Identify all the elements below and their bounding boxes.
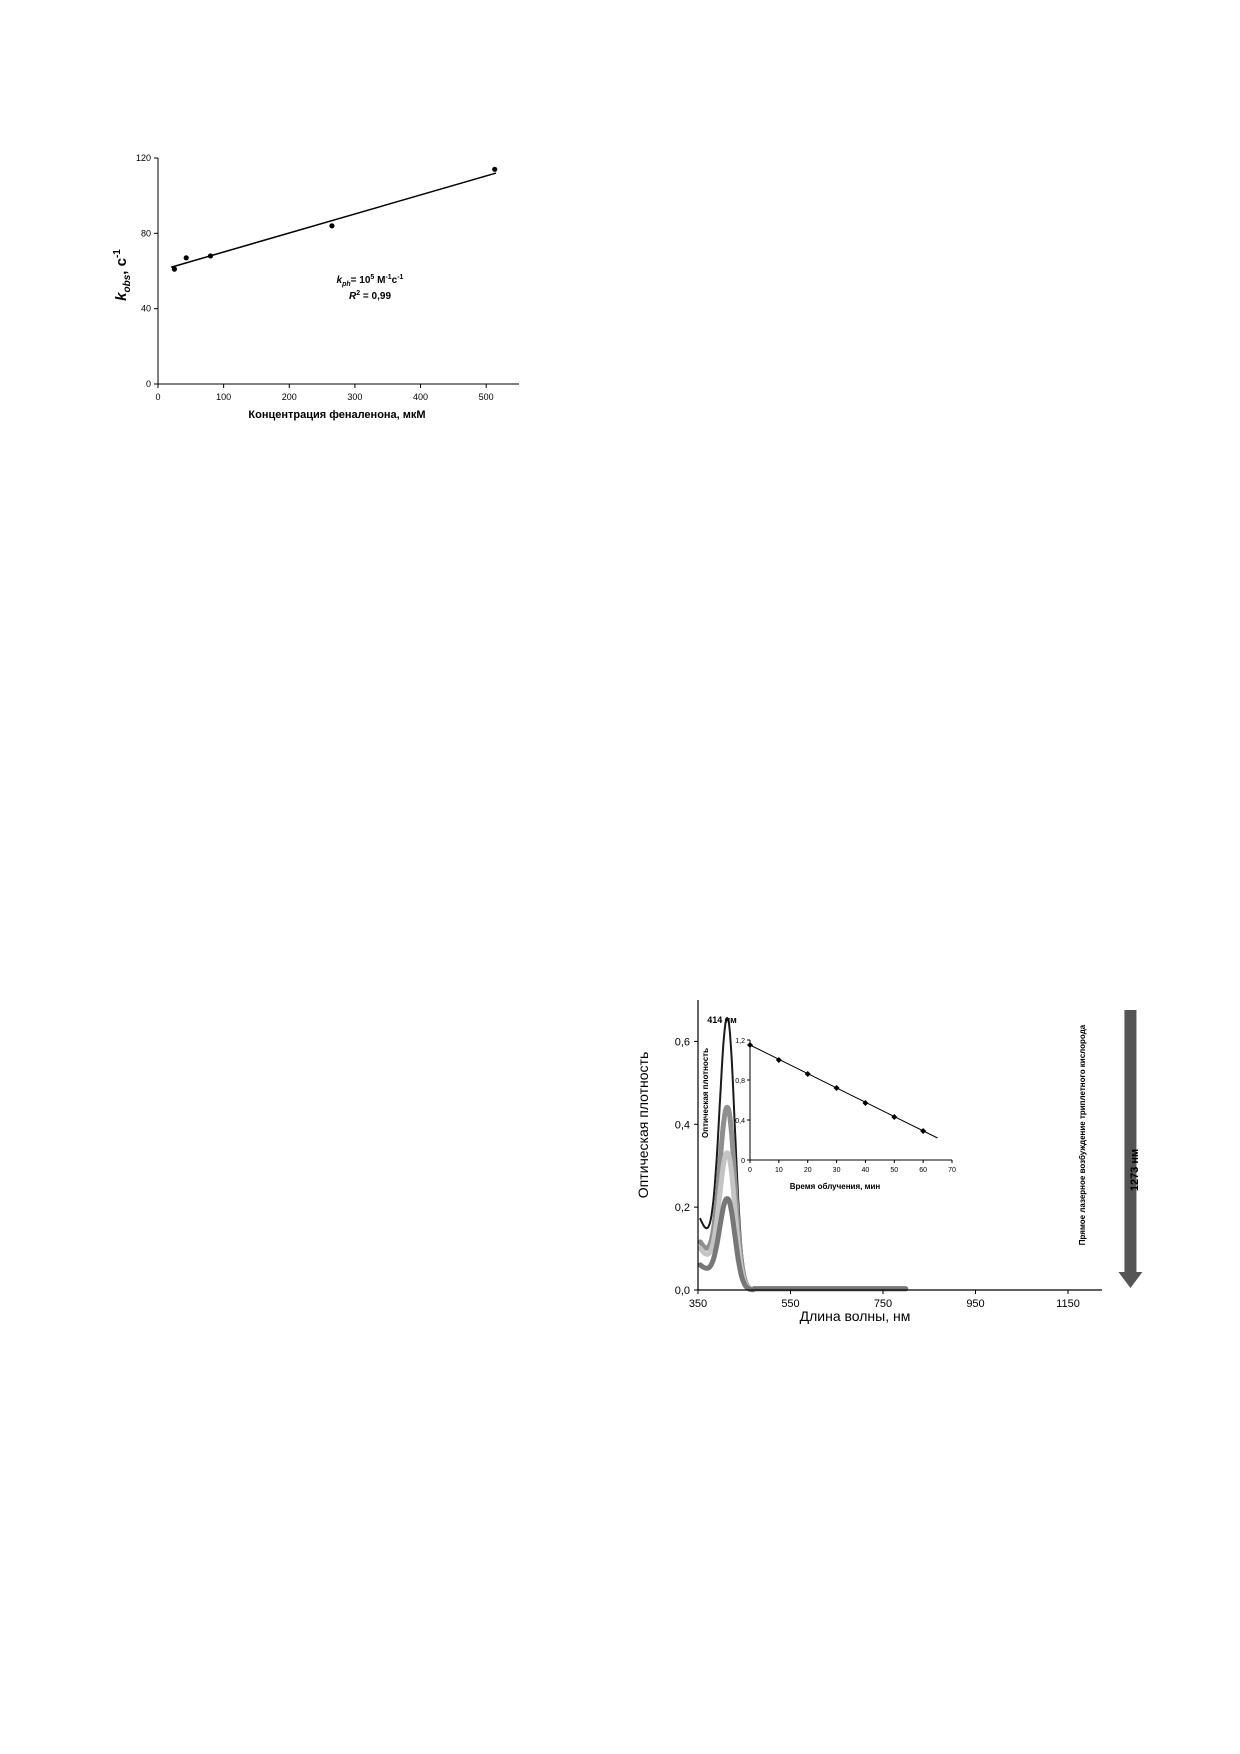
inset-x-tick-label: 20: [803, 1167, 812, 1174]
chart2-y-tick-label: 0,4: [674, 1119, 690, 1132]
chart1-x-tick-label: 200: [281, 392, 297, 402]
spectrum-curve-4: [700, 1199, 905, 1290]
chart1-annotation-r2: $R^2 = 0,99$: [349, 290, 391, 302]
inset-axes: [750, 1040, 952, 1160]
inset-points: [747, 1042, 926, 1134]
chart1-fit-line-path: [171, 173, 496, 267]
chart1-data-point: [492, 167, 497, 172]
chart1-ticks: [136, 153, 494, 402]
chart2-peak-label: 414 нм: [707, 1015, 737, 1025]
inset-y-tick-label: 0,4: [735, 1118, 745, 1125]
inset-ticks: [735, 1038, 956, 1174]
chart1-annotation-rate: $k_{ph}= 10^5$ $M^{-1}c^{-1}$: [336, 274, 404, 288]
laser-wavelength-label: 1273 нм: [1129, 1148, 1141, 1192]
chart2-y-tick-label: 0,2: [674, 1202, 690, 1215]
chart1-y-tick-label: 0: [145, 379, 151, 389]
chart1-y-tick-label: 80: [140, 228, 151, 239]
chart2-x-tick-label: 550: [781, 1298, 800, 1310]
inset-data-point: [805, 1071, 811, 1077]
inset-y-tick-label: 1,2: [735, 1038, 745, 1045]
chart2-x-tick-label: 950: [966, 1298, 985, 1310]
inset-data-point: [747, 1042, 753, 1048]
spectrum-curve-2: [700, 1107, 905, 1289]
chart1-fit-line: [171, 173, 496, 267]
chart1-x-tick-label: 300: [347, 392, 363, 402]
inset-y-tick-label: 0,8: [735, 1078, 745, 1085]
chart1-x-tick-label: 500: [478, 392, 494, 402]
chart1-y-tick-label: 120: [135, 153, 151, 163]
inset-x-tick-label: 60: [919, 1167, 928, 1174]
chart2-x-axis-label: Длина волны, нм: [799, 1308, 911, 1324]
inset-x-tick-label: 70: [948, 1167, 956, 1174]
arrow-head: [1118, 1272, 1142, 1288]
inset-data-point: [920, 1128, 926, 1134]
chart1-x-tick-label: 0: [155, 392, 161, 402]
chart2-y-tick-label: 0,0: [674, 1285, 690, 1297]
chart1-data-point: [208, 253, 213, 258]
chart2-spectra-curves: [700, 1018, 905, 1290]
inset-x-tick-label: 10: [774, 1167, 783, 1174]
absorbance-vs-time-inset: [701, 1038, 956, 1191]
chart1-x-tick-label: 100: [216, 392, 232, 402]
chart2-x-tick-label: 350: [688, 1298, 708, 1310]
chart2-y-tick-label: 0,6: [674, 1036, 690, 1049]
kobs-vs-concentration-chart: [100, 150, 600, 480]
inset-data-point: [834, 1085, 840, 1091]
inset-data-point: [891, 1114, 897, 1120]
chart1-data-point: [184, 255, 189, 260]
chart2-x-tick-label: 750: [873, 1298, 893, 1310]
chart2-x-tick-label: 1150: [1056, 1298, 1080, 1310]
chart1-data-point: [329, 223, 334, 228]
laser-excitation-label: Прямое лазерное возбуждение триплетного кислорода: [1078, 1024, 1087, 1246]
inset-x-tick-label: 40: [861, 1167, 870, 1174]
inset-x-axis-label: Время облучения, мин: [789, 1182, 881, 1191]
inset-x-tick-label: 50: [890, 1167, 899, 1174]
chart1-y-tick-label: 40: [140, 303, 151, 314]
chart1-x-tick-label: 400: [413, 392, 429, 402]
chart2-y-axis-label: Оптическая плотность: [635, 1051, 651, 1199]
inset-x-tick-label: 30: [832, 1167, 841, 1174]
chart1-data-point: [172, 267, 177, 272]
arrow-shaft: [1124, 1010, 1136, 1272]
chart1-axes: [158, 158, 519, 384]
chart1-y-axis-label: $k_{obs}$, $с^{-1}$: [112, 249, 133, 301]
absorption-spectra-chart: [630, 990, 1150, 1370]
inset-y-axis-label: Оптическая плотность: [701, 1048, 710, 1138]
chart1-x-axis-label: Концентрация феналенона, мкМ: [248, 409, 426, 421]
inset-x-tick-label: 0: [748, 1167, 752, 1174]
chart2-axes: [698, 1000, 1102, 1290]
inset-y-tick-label: 0: [741, 1158, 745, 1165]
